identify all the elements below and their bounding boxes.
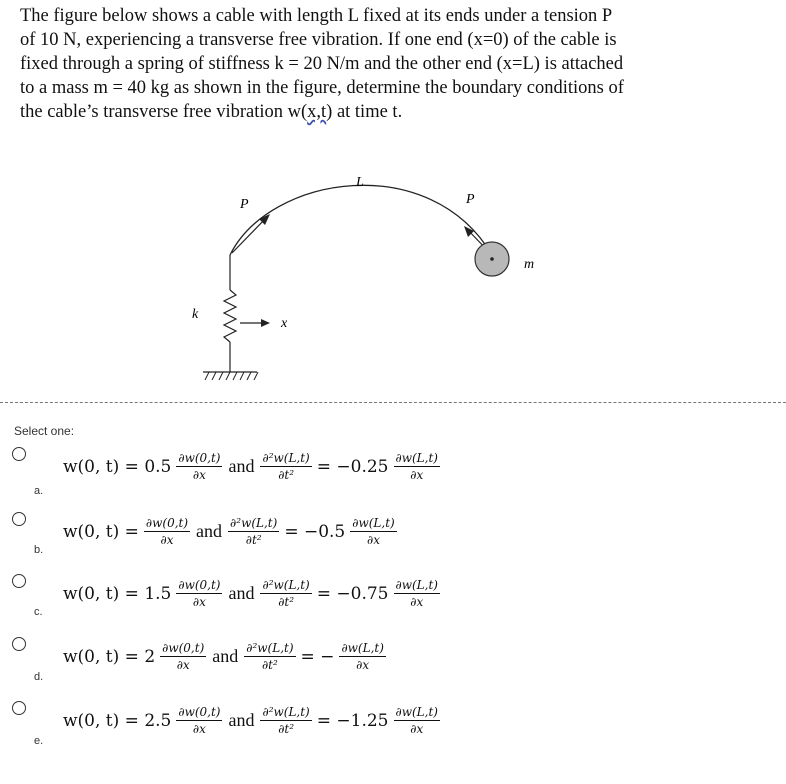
option-letter: c. <box>34 606 43 618</box>
radio-option-a[interactable] <box>12 447 26 461</box>
cable-arc <box>230 185 492 255</box>
radio-option-b[interactable] <box>12 512 26 526</box>
label-m: m <box>524 257 535 272</box>
option-letter: a. <box>34 485 44 497</box>
label-L: L <box>356 175 364 190</box>
radio-option-e[interactable] <box>12 701 26 715</box>
radio-option-d[interactable] <box>12 637 26 651</box>
option-equation: w(0, t) = 2 $\frac{\partial w(0,t)}{\partial x}$ and $\frac{\text{∂²w(L,t)}}{\text{∂t²}}$ = − $\frac{\partial w(L,t)}{\partial x}$ <box>63 641 384 672</box>
select-one-label: Select one: <box>14 424 75 438</box>
option-c[interactable] <box>0 570 786 630</box>
option-d[interactable] <box>0 633 786 693</box>
label-P-left: P <box>240 197 249 212</box>
option-b[interactable] <box>0 508 786 568</box>
option-equation: w(0, t) = 2.5 $\frac{\partial w(0,t)}{\partial x}$ and $\frac{\text{∂²w(L,t)}}{\text{∂t²}}$ = −1.25 $\frac{\partial w(L,t)}{\partial x}$ <box>63 705 438 736</box>
question-line-1: The figure below shows a cable with length L fixed at its ends under a tension P <box>20 6 613 26</box>
x-axis-arrowhead <box>261 319 270 327</box>
label-P-right: P <box>466 192 475 207</box>
spring-coil <box>224 290 236 342</box>
option-letter: e. <box>34 735 44 747</box>
option-equation: w(0, t) = 0.5 $\frac{\partial w(0,t)}{\partial x}$ and $\frac{\text{∂²w(L,t)}}{\text{∂t²}}$ = −0.25 $\frac{\partial w(L,t)}{\partial x}$ <box>63 451 438 482</box>
divider <box>0 402 786 403</box>
option-e[interactable] <box>0 697 786 757</box>
option-equation: w(0, t) = $\frac{\partial w(0,t)}{\partial x}$ and $\frac{\text{∂²w(L,t)}}{\text{∂t²}}$ = −0.5 $\frac{\partial w(L,t)}{\partial x}$ <box>63 516 395 547</box>
question-line-5: the cable’s transverse free vibration w(x,t) at time t. <box>20 102 403 122</box>
option-a[interactable] <box>0 443 786 503</box>
question-line-4: to a mass m = 40 kg as shown in the figure, determine the boundary conditions of <box>20 78 624 98</box>
question-text <box>20 4 720 124</box>
question-line-2: of 10 N, experiencing a transverse free vibration. If one end (x=0) of the cable is <box>20 30 617 50</box>
option-letter: b. <box>34 544 44 556</box>
label-k: k <box>192 307 199 322</box>
option-letter: d. <box>34 671 44 683</box>
question-line-3: fixed through a spring of stiffness k = 20 N/m and the other end (x=L) is attached <box>20 54 624 74</box>
label-x: x <box>281 316 288 331</box>
ground-hatch <box>205 372 258 380</box>
option-equation: w(0, t) = 1.5 $\frac{\partial w(0,t)}{\partial x}$ and $\frac{\text{∂²w(L,t)}}{\text{∂t²}}$ = −0.75 $\frac{\partial w(L,t)}{\partial x}$ <box>63 578 438 609</box>
radio-option-c[interactable] <box>12 574 26 588</box>
mass-center <box>490 257 494 261</box>
cable-figure <box>0 140 786 400</box>
